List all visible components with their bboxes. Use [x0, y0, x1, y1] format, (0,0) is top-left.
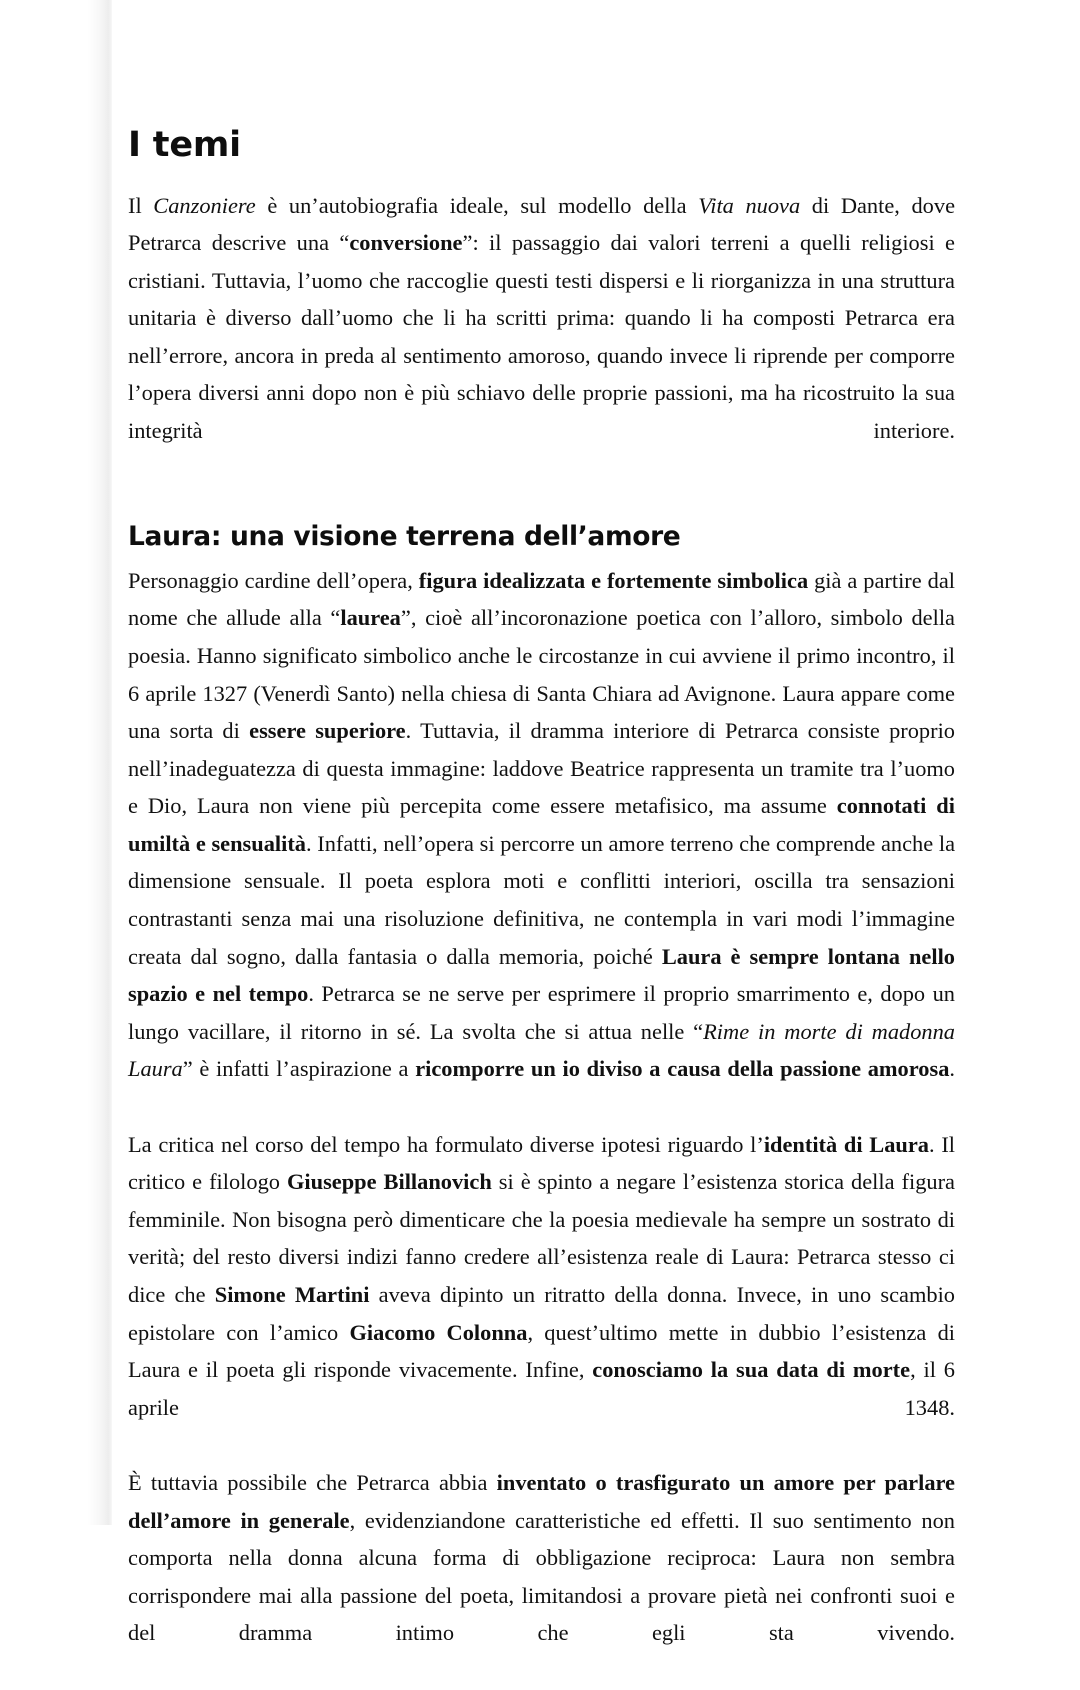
paragraph-identita-laura [128, 1126, 955, 1464]
text-run: ” è infatti l’aspirazione a [182, 1056, 416, 1082]
text-run: , quest’ultimo mette in dubbio l’esistenza di Laura e il poeta gli risponde vivacemente. Infine, [128, 1319, 955, 1383]
paragraph-laura-visione [128, 562, 955, 1126]
text-run: Personaggio cardine dell’opera, [128, 567, 419, 593]
bold-conversione: conversione [349, 230, 463, 256]
text-run: è un’autobiografia ideale, sul modello della [255, 192, 699, 218]
bold-laura-lontana: Laura è sempre lontana nello spazio e nel tempo [128, 943, 955, 1007]
text-run: ”: il passaggio dai valori terreni a quelli religiosi e cristiani. Tuttavia, l’uomo che raccoglie questi testi dispersi e li riorganizza in una struttura unitaria è diverso dall’uomo che li ha scritti prima: quando li ha composti Petrarca era nell’errore, ancora in preda al sentimento amoroso, quando invece li riprende per comporre l’opera diversi anni dopo non è più schiavo delle proprie passioni, ma ha ricostruito la sua integrità interiore. [128, 230, 955, 444]
bold-giacomo-colonna: Giacomo Colonna [349, 1319, 528, 1345]
bold-figura-idealizzata: figura idealizzata e fortemente simbolica [418, 567, 809, 593]
bold-data-di-morte: conosciamo la sua data di morte [592, 1357, 911, 1383]
page-title: I temi [128, 125, 241, 165]
text-run: . Infatti, nell’opera si percorre un amore terreno che comprende anche la dimensione sensuale. Il poeta esplora moti e conflitti interiori, oscilla tra sensazioni contrastanti senza mai una risoluzione definitiva, ne contempla in vari modi l’immagine creata dal sogno, dalla fantasia o dalla memoria, poiché [128, 830, 956, 969]
paragraph-amore-generale [128, 1464, 955, 1690]
text-run: . Petrarca se ne serve per esprimere il proprio smarrimento e, dopo un lungo vacillare, il ritorno in sé. La svolta che si attua nelle “ [128, 981, 955, 1044]
text-run: Il [128, 192, 154, 218]
bold-essere-superiore: essere superiore [249, 718, 406, 744]
paragraph-intro [128, 187, 955, 488]
text-run: aveva dipinto un ritratto della donna. Invece, in uno scambio epistolare con l’amico [128, 1282, 955, 1345]
text-run: , evidenziandone caratteristiche ed effetti. Il suo sentimento non comporta nella donna alcuna forma di obbligazione reciproca: Laura non sembra corrispondere mai alla passione del poeta, limitandosi a provare pietà nei confronti suoi e del dramma intimo che egli sta vivendo. [128, 1507, 955, 1646]
text-run: La critica nel corso del tempo ha formulato diverse ipotesi riguardo l’ [128, 1131, 764, 1157]
bold-inventato-trasfigurato: inventato o trasfigurato un amore per parlare dell’amore in generale [128, 1469, 955, 1533]
italic-canzoniere: Canzoniere [153, 192, 256, 218]
text-run: di Dante, dove Petrarca descrive una “ [128, 192, 956, 256]
bold-connotati: connotati di umiltà e sensualità [128, 793, 955, 856]
bold-laurea: laurea [340, 605, 401, 631]
page-edge-shadow [0, 0, 112, 1525]
text-run: , il 6 aprile 1348. [128, 1357, 955, 1420]
bold-ricomporre-io-diviso: ricomporre un io diviso a causa della passione amorosa [415, 1056, 950, 1082]
italic-rime-in-morte: Rime in morte di madonna Laura [128, 1018, 955, 1082]
bold-identita-di-laura: identità di Laura [763, 1131, 930, 1157]
text-run: È tuttavia possibile che Petrarca abbia [128, 1469, 497, 1495]
text-run: si è spinto a negare l’esistenza storica della figura femminile. Non bisogna però dimenticare che la poesia medievale ha sempre un sostrato di verità; del resto diversi indizi fanno credere all’esistenza reale di Laura: Petrarca stesso ci dice che [128, 1169, 955, 1307]
text-run: già a partire dal nome che allude alla “ [128, 567, 955, 631]
text-run: . Tuttavia, il dramma interiore di Petrarca consiste proprio nell’inadeguatezza di questa immagine: laddove Beatrice rappresenta un tramite tra l’uomo e Dio, Laura non viene più percepita come essere metafisico, ma assume [128, 718, 955, 819]
document-page [128, 0, 955, 1690]
section-heading-laura: Laura: una visione terrena dell’amore [128, 521, 681, 553]
text-run: ”, cioè all’incoronazione poetica con l’alloro, simbolo della poesia. Hanno significato simbolico anche le circostanze in cui avviene il primo incontro, il 6 aprile 1327 (Venerdì Santo) nella chiesa di Santa Chiara ad Avignone. Laura appare come una sorta di [128, 605, 955, 744]
text-run: . Il critico e filologo [128, 1131, 955, 1195]
bold-giuseppe-billanovich: Giuseppe Billanovich [286, 1169, 492, 1195]
bold-simone-martini: Simone Martini [214, 1282, 370, 1307]
italic-vita-nuova: Vita nuova [698, 192, 801, 218]
text-run: . [949, 1056, 955, 1082]
